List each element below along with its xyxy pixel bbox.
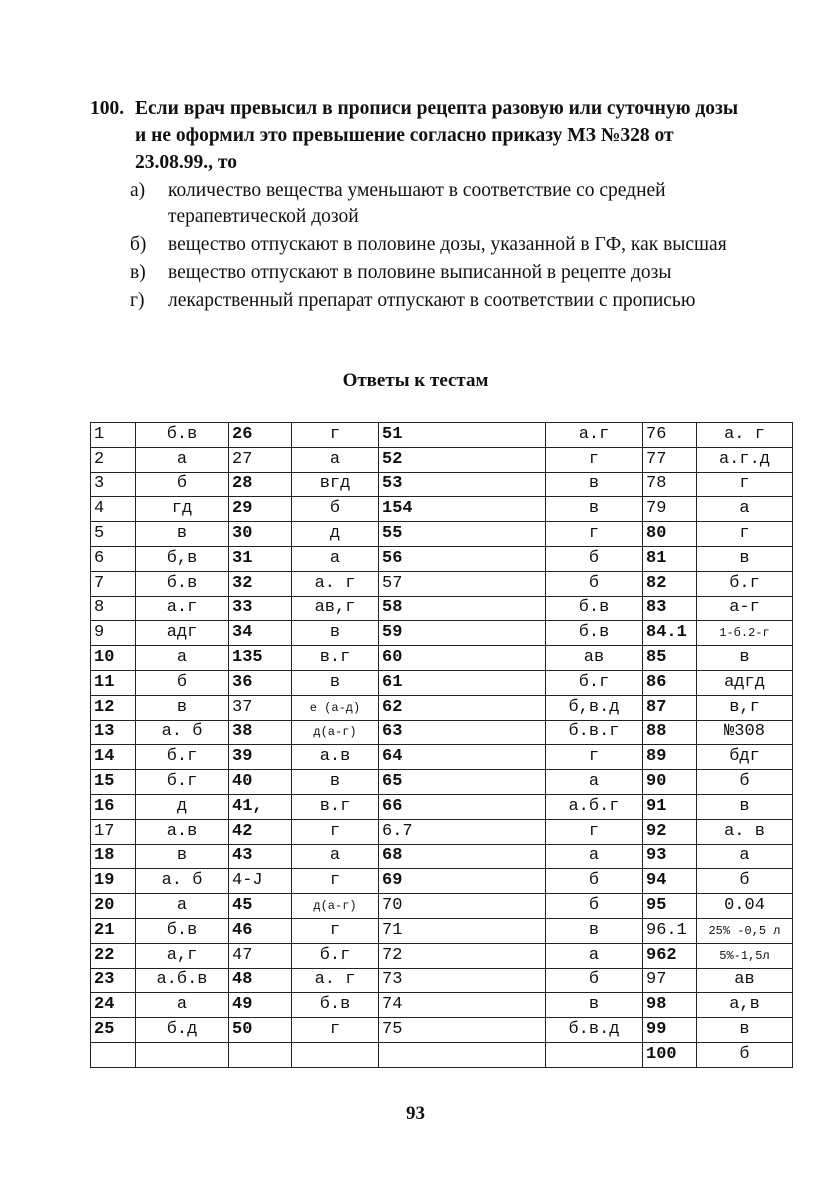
table-row xyxy=(91,497,793,522)
answer-cell: а-г xyxy=(697,596,793,621)
question-number-cell: 16 xyxy=(91,794,136,819)
question-number-cell: 82 xyxy=(643,571,697,596)
option-text: вещество отпускают в половине выписанной в рецепте дозы xyxy=(168,262,672,283)
answer-cell: е (а-д) xyxy=(292,695,379,720)
option-text: вещество отпускают в половине дозы, указанной в ГФ, как высшая xyxy=(168,234,727,255)
question-number-cell: 92 xyxy=(643,819,697,844)
question-number-cell: 40 xyxy=(229,770,292,795)
question-number-cell: 83 xyxy=(643,596,697,621)
answer-cell: г xyxy=(697,522,793,547)
answer-cell: в xyxy=(292,670,379,695)
answer-cell: а xyxy=(697,844,793,869)
question-number-cell: 89 xyxy=(643,745,697,770)
answer-cell: а. б xyxy=(136,869,229,894)
question-number-cell: 12 xyxy=(91,695,136,720)
question-number-cell: 58 xyxy=(379,596,546,621)
answer-cell: а xyxy=(292,546,379,571)
question-number-cell: 41, xyxy=(229,794,292,819)
answer-cell: а xyxy=(292,447,379,472)
answer-cell: ав,г xyxy=(292,596,379,621)
table-row xyxy=(91,621,793,646)
table-row xyxy=(91,472,793,497)
question-number-cell: 5 xyxy=(91,522,136,547)
answer-cell: в xyxy=(546,497,643,522)
answer-cell: а. б xyxy=(136,720,229,745)
answer-cell: г xyxy=(697,472,793,497)
answer-cell: ав xyxy=(697,968,793,993)
option-letter: б) xyxy=(130,234,147,255)
answer-cell: вгд xyxy=(292,472,379,497)
answer-cell: в xyxy=(697,1018,793,1043)
answer-cell: б.г xyxy=(546,670,643,695)
question-number-cell: 9 xyxy=(91,621,136,646)
answer-cell: г xyxy=(292,869,379,894)
question-number: 100. xyxy=(90,98,125,119)
answer-cell: а. г xyxy=(292,571,379,596)
option-text: количество вещества уменьшают в соответствие со средней терапевтической дозой xyxy=(168,180,666,227)
answer-cell: б xyxy=(697,770,793,795)
answer-cell: а.в xyxy=(136,819,229,844)
answer-cell: а. г xyxy=(697,423,793,448)
answer-cell: в xyxy=(136,695,229,720)
answer-cell: г xyxy=(546,745,643,770)
answer-cell: а. г xyxy=(292,968,379,993)
option-letter: а) xyxy=(130,180,146,201)
table-row xyxy=(91,894,793,919)
question-number-cell: 36 xyxy=(229,670,292,695)
answer-cell: д(а-г) xyxy=(292,894,379,919)
answer-cell: д xyxy=(136,794,229,819)
answer-cell: а.г xyxy=(136,596,229,621)
answer-cell: б.г xyxy=(136,770,229,795)
answer-cell: адгд xyxy=(697,670,793,695)
answer-cell: в xyxy=(546,918,643,943)
answer-cell: а xyxy=(546,844,643,869)
question-number-cell: 78 xyxy=(643,472,697,497)
question-number-cell: 32 xyxy=(229,571,292,596)
table-row xyxy=(91,745,793,770)
answer-cell: г xyxy=(292,819,379,844)
answer-cell: а xyxy=(546,770,643,795)
question-number-cell: 88 xyxy=(643,720,697,745)
answer-cell: а.в xyxy=(292,745,379,770)
answer-cell: в,г xyxy=(697,695,793,720)
question-number-cell: 61 xyxy=(379,670,546,695)
answer-cell: гд xyxy=(136,497,229,522)
question-number-cell: 51 xyxy=(379,423,546,448)
table-row xyxy=(91,695,793,720)
question-number-cell: 64 xyxy=(379,745,546,770)
table-row xyxy=(91,646,793,671)
answer-cell: в xyxy=(136,522,229,547)
answer-cell: г xyxy=(292,918,379,943)
question-number-cell: 46 xyxy=(229,918,292,943)
answer-cell: а xyxy=(136,894,229,919)
table-row xyxy=(91,670,793,695)
answer-cell: а,г xyxy=(136,943,229,968)
answers-title: Ответы к тестам xyxy=(342,370,489,391)
question-number-cell: 3 xyxy=(91,472,136,497)
table-row xyxy=(91,1042,793,1067)
question-number-cell: 90 xyxy=(643,770,697,795)
question-number-cell: 8 xyxy=(91,596,136,621)
answer-cell: 25% -0,5 л xyxy=(697,918,793,943)
question-number-cell: 29 xyxy=(229,497,292,522)
answer-cell: б.в xyxy=(136,423,229,448)
answer-cell: б.г xyxy=(136,745,229,770)
answer-cell: б.в xyxy=(136,571,229,596)
question-block xyxy=(90,95,740,314)
question-number-cell: 22 xyxy=(91,943,136,968)
answer-cell: б xyxy=(697,869,793,894)
question-number-cell: 38 xyxy=(229,720,292,745)
table-row xyxy=(91,770,793,795)
table-row xyxy=(91,1018,793,1043)
question-number-cell: 37 xyxy=(229,695,292,720)
question-number-cell: 28 xyxy=(229,472,292,497)
answer-cell: в xyxy=(546,993,643,1018)
question-number-cell: 97 xyxy=(643,968,697,993)
answer-cell: 0.04 xyxy=(697,894,793,919)
answer-cell: б.в xyxy=(546,621,643,646)
answer-cell: б.в xyxy=(292,993,379,1018)
answer-cell: в xyxy=(697,794,793,819)
question-number-cell: 74 xyxy=(379,993,546,1018)
question-number-cell: 17 xyxy=(91,819,136,844)
question-number-cell: 47 xyxy=(229,943,292,968)
question-number-cell: 15 xyxy=(91,770,136,795)
answer-cell: а xyxy=(697,497,793,522)
question-number-cell: 77 xyxy=(643,447,697,472)
answer-cell: в.г xyxy=(292,646,379,671)
table-row xyxy=(91,918,793,943)
answer-cell: г xyxy=(546,447,643,472)
table-row xyxy=(91,844,793,869)
question-number-cell xyxy=(91,1042,136,1067)
answer-cell: б.в xyxy=(136,918,229,943)
answer-cell: д(а-г) xyxy=(292,720,379,745)
answer-cell xyxy=(546,1042,643,1067)
answer-cell: бдг xyxy=(697,745,793,770)
question-number-cell: 962 xyxy=(643,943,697,968)
answer-cell xyxy=(136,1042,229,1067)
question-number-cell: 50 xyxy=(229,1018,292,1043)
answer-cell: б.д xyxy=(136,1018,229,1043)
question-number-cell: 4-J xyxy=(229,869,292,894)
question-number-cell: 100 xyxy=(643,1042,697,1067)
question-number-cell: 98 xyxy=(643,993,697,1018)
question-number-cell: 33 xyxy=(229,596,292,621)
question-number-cell: 48 xyxy=(229,968,292,993)
answer-cell: б xyxy=(697,1042,793,1067)
answer-cell: б.г xyxy=(292,943,379,968)
answer-cell: д xyxy=(292,522,379,547)
answer-cell: б,в xyxy=(136,546,229,571)
question-number-cell: 43 xyxy=(229,844,292,869)
question-number-cell: 19 xyxy=(91,869,136,894)
question-number-cell: 96.1 xyxy=(643,918,697,943)
question-number-cell: 49 xyxy=(229,993,292,1018)
question-number-cell: 59 xyxy=(379,621,546,646)
answer-cell: б.в xyxy=(546,596,643,621)
answer-cell: а xyxy=(546,943,643,968)
table-row xyxy=(91,447,793,472)
question-number-cell: 65 xyxy=(379,770,546,795)
question-number-cell: 30 xyxy=(229,522,292,547)
answer-cell: в.г xyxy=(292,794,379,819)
answer-cell: адг xyxy=(136,621,229,646)
page-number: 93 xyxy=(406,1103,425,1124)
answer-cell: а xyxy=(136,993,229,1018)
answer-cell: в xyxy=(136,844,229,869)
answer-cell xyxy=(292,1042,379,1067)
question-number-cell: 11 xyxy=(91,670,136,695)
question-number-cell: 73 xyxy=(379,968,546,993)
answer-cell: б.г xyxy=(697,571,793,596)
answer-cell: а.б.г xyxy=(546,794,643,819)
question-number-cell: 23 xyxy=(91,968,136,993)
question-number-cell: 56 xyxy=(379,546,546,571)
answer-cell: в xyxy=(546,472,643,497)
table-row xyxy=(91,571,793,596)
table-row xyxy=(91,546,793,571)
question-number-cell: 57 xyxy=(379,571,546,596)
table-row xyxy=(91,943,793,968)
question-number-cell: 99 xyxy=(643,1018,697,1043)
question-number-cell: 71 xyxy=(379,918,546,943)
option-b xyxy=(90,232,740,258)
answer-cell: б xyxy=(546,869,643,894)
option-a xyxy=(90,178,740,230)
question-number-cell: 87 xyxy=(643,695,697,720)
question-number-cell: 42 xyxy=(229,819,292,844)
answer-cell: 5%-1,5л xyxy=(697,943,793,968)
question-number-cell: 25 xyxy=(91,1018,136,1043)
answer-cell: №308 xyxy=(697,720,793,745)
question-number-cell: 68 xyxy=(379,844,546,869)
table-row xyxy=(91,968,793,993)
option-d xyxy=(90,288,740,314)
answer-cell: г xyxy=(292,423,379,448)
table-row xyxy=(91,993,793,1018)
question-number-cell: 135 xyxy=(229,646,292,671)
answer-cell: г xyxy=(292,1018,379,1043)
question-number-cell: 10 xyxy=(91,646,136,671)
answer-cell: б xyxy=(136,670,229,695)
question-number-cell: 93 xyxy=(643,844,697,869)
question-number-cell: 80 xyxy=(643,522,697,547)
table-row xyxy=(91,720,793,745)
answer-cell: г xyxy=(546,819,643,844)
answer-cell: а xyxy=(136,447,229,472)
question-number-cell: 53 xyxy=(379,472,546,497)
question-text: 100. Если врач превысил в прописи рецепта разовую или суточную дозы и не оформил это превышение согласно приказу МЗ №328 от 23.08.99., то xyxy=(90,95,740,176)
answer-cell: в xyxy=(292,770,379,795)
question-number-cell xyxy=(229,1042,292,1067)
answer-cell: а. в xyxy=(697,819,793,844)
question-number-cell: 79 xyxy=(643,497,697,522)
table-row xyxy=(91,819,793,844)
question-number-cell: 6 xyxy=(91,546,136,571)
question-number-cell: 63 xyxy=(379,720,546,745)
answer-cell: в xyxy=(292,621,379,646)
question-number-cell: 45 xyxy=(229,894,292,919)
answer-cell: б.в.г xyxy=(546,720,643,745)
question-number-cell: 94 xyxy=(643,869,697,894)
answer-cell: б,в.д xyxy=(546,695,643,720)
answer-cell: а.б.в xyxy=(136,968,229,993)
table-row xyxy=(91,794,793,819)
answer-cell: б xyxy=(546,894,643,919)
question-number-cell: 76 xyxy=(643,423,697,448)
answer-cell: а.г.д xyxy=(697,447,793,472)
question-number-cell: 70 xyxy=(379,894,546,919)
answer-cell: 1-б.2-г xyxy=(697,621,793,646)
question-number-cell: 60 xyxy=(379,646,546,671)
question-number-cell: 72 xyxy=(379,943,546,968)
answer-cell: б xyxy=(546,546,643,571)
question-number-cell: 39 xyxy=(229,745,292,770)
question-number-cell: 69 xyxy=(379,869,546,894)
table-row xyxy=(91,522,793,547)
option-text: лекарственный препарат отпускают в соответствии с прописью xyxy=(168,290,696,311)
answer-cell: в xyxy=(697,546,793,571)
question-number-cell: 62 xyxy=(379,695,546,720)
answer-cell: б xyxy=(546,968,643,993)
answer-cell: а,в xyxy=(697,993,793,1018)
table-row xyxy=(91,596,793,621)
question-number-cell: 18 xyxy=(91,844,136,869)
answer-cell: ав xyxy=(546,646,643,671)
table-row xyxy=(91,423,793,448)
answer-cell: г xyxy=(546,522,643,547)
question-number-cell: 91 xyxy=(643,794,697,819)
question-number-cell: 66 xyxy=(379,794,546,819)
answer-cell: а xyxy=(292,844,379,869)
question-number-cell: 34 xyxy=(229,621,292,646)
table-row xyxy=(91,869,793,894)
question-number-cell: 52 xyxy=(379,447,546,472)
answer-cell: б xyxy=(292,497,379,522)
question-number-cell: 1 xyxy=(91,423,136,448)
question-number-cell: 24 xyxy=(91,993,136,1018)
question-number-cell: 31 xyxy=(229,546,292,571)
answers-table xyxy=(90,422,793,1068)
answer-cell: б xyxy=(136,472,229,497)
question-number-cell: 20 xyxy=(91,894,136,919)
question-number-cell: 75 xyxy=(379,1018,546,1043)
answer-cell: в xyxy=(697,646,793,671)
question-number-cell: 81 xyxy=(643,546,697,571)
question-number-cell: 2 xyxy=(91,447,136,472)
answer-cell: б.в.д xyxy=(546,1018,643,1043)
question-number-cell: 21 xyxy=(91,918,136,943)
question-number-cell: 14 xyxy=(91,745,136,770)
answer-cell: б xyxy=(546,571,643,596)
question-number-cell: 55 xyxy=(379,522,546,547)
question-number-cell: 4 xyxy=(91,497,136,522)
question-number-cell: 85 xyxy=(643,646,697,671)
answer-cell: а xyxy=(136,646,229,671)
answer-cell: а.г xyxy=(546,423,643,448)
question-number-cell: 6.7 xyxy=(379,819,546,844)
question-number-cell: 26 xyxy=(229,423,292,448)
question-number-cell: 154 xyxy=(379,497,546,522)
question-number-cell: 84.1 xyxy=(643,621,697,646)
question-number-cell xyxy=(379,1042,546,1067)
option-c xyxy=(90,260,740,286)
question-number-cell: 13 xyxy=(91,720,136,745)
question-number-cell: 95 xyxy=(643,894,697,919)
question-number-cell: 27 xyxy=(229,447,292,472)
option-letter: в) xyxy=(130,262,146,283)
option-letter: г) xyxy=(130,290,145,311)
question-number-cell: 86 xyxy=(643,670,697,695)
question-number-cell: 7 xyxy=(91,571,136,596)
